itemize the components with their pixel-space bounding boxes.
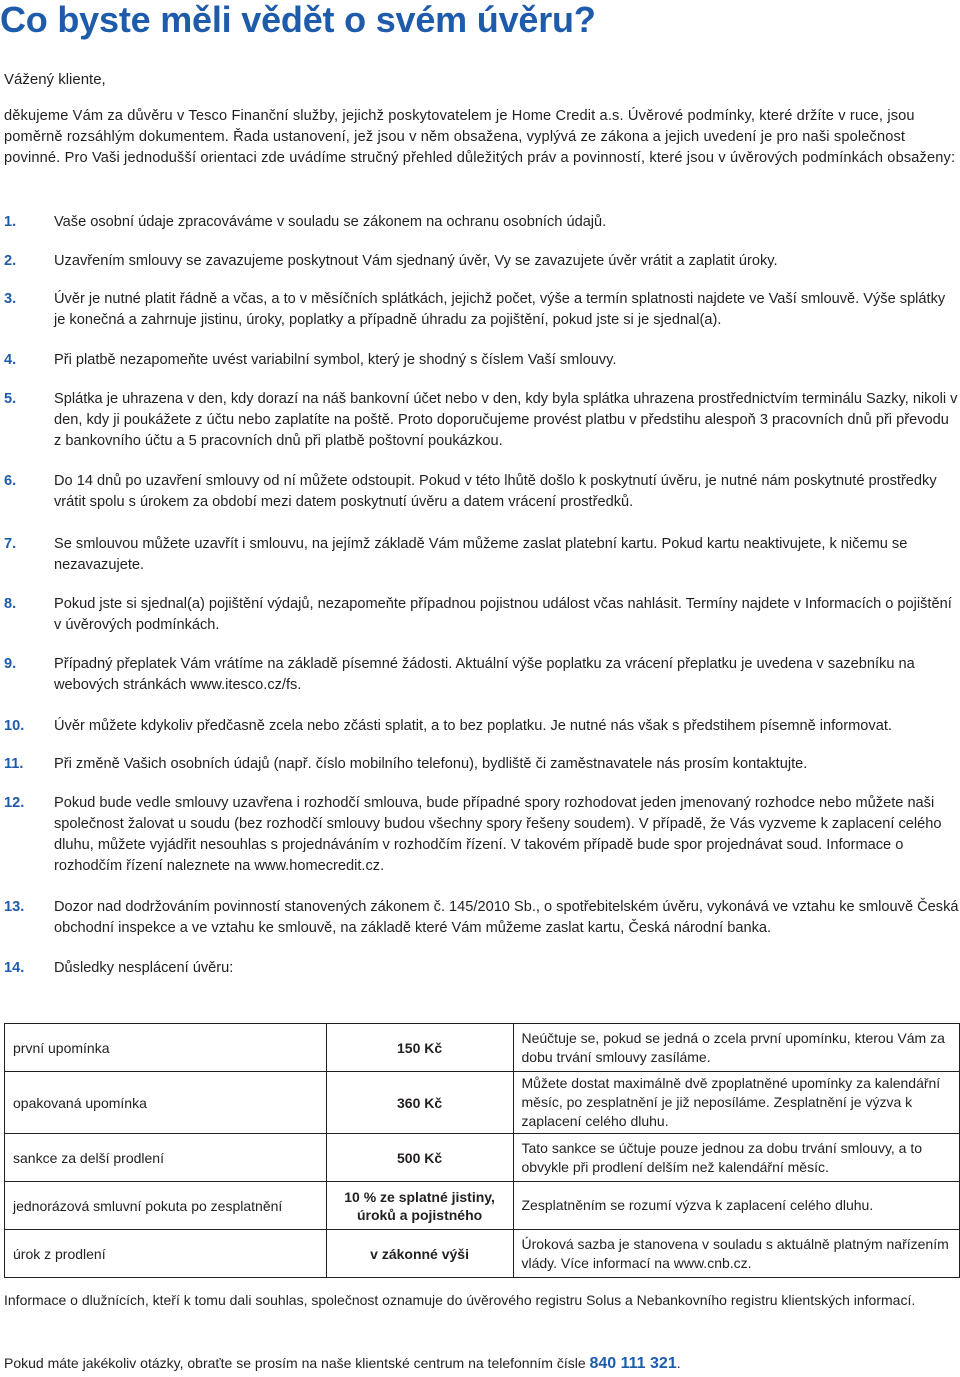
item-number: 11.	[4, 756, 24, 772]
table-row	[5, 1134, 960, 1182]
list-item	[4, 471, 960, 513]
list-item	[4, 289, 960, 331]
item-number: 1.	[4, 214, 17, 230]
item-text: Důsledky nesplácení úvěru:	[54, 960, 234, 976]
contact-end: .	[676, 1355, 681, 1371]
list-item	[4, 389, 960, 452]
item-text: Uzavřením smlouvy se zavazujeme poskytnout Vám sjednaný úvěr, Vy se zavazujete úvěr vrátit a zaplatit úroky.	[54, 253, 778, 269]
table-row	[5, 1230, 960, 1278]
intro-text: děkujeme Vám za důvěru v Tesco Finanční služby, jejichž poskytovatelem je Home Credit a.s. Úvěrové podmínky, které držíte v ruce, jsou poměrně rozsáhlým dokumentem. Řada ustanovení, jež jsou v něm obsažena, vyplývá ze zákona a jejich uvedení je pro naši společnost povinné. Pro Vaši jednodušší orientaci zde uvádíme stručný přehled důležitých práv a povinností, které jsou v úvěrových podmínkách obsaženy:	[4, 108, 956, 166]
list-item	[4, 897, 960, 939]
fee-label: první upomínka	[5, 1024, 327, 1072]
item-text: Do 14 dnů po uzavření smlouvy od ní můžete odstoupit. Pokud v této lhůtě došlo k poskytnutí úvěru, je nutné nám poskytnuté prostředky vrátit spolu s úrokem za období mezi datem poskytnutí úvěru a datem vrácení prostředků.	[54, 473, 937, 510]
item-text: Při změně Vašich osobních údajů (např. číslo mobilního telefonu), bydliště či zaměstnavatele nás prosím kontaktujte.	[54, 756, 808, 772]
item-number: 10.	[4, 718, 25, 734]
item-number: 6.	[4, 473, 17, 489]
contact-line	[4, 1353, 960, 1374]
item-text: Případný přeplatek Vám vrátíme na základě písemné žádosti. Aktuální výše poplatku za vrácení přeplatku je uvedena v sazebníku na webových stránkách www.itesco.cz/fs.	[54, 656, 915, 693]
item-number: 12.	[4, 795, 25, 811]
item-number: 13.	[4, 899, 25, 915]
fees-table	[4, 1023, 960, 1278]
fee-note: Úroková sazba je stanovena v souladu s aktuálně platným nařízením vlády. Více informací na www.cnb.cz.	[513, 1230, 960, 1278]
list-item	[4, 754, 960, 775]
intro-paragraph	[4, 106, 960, 169]
fee-note: Neúčtuje se, pokud se jedná o zcela první upomínku, kterou Vám za dobu trvání smlouvy zasíláme.	[513, 1024, 960, 1072]
fee-amount: 10 % ze splatné jistiny, úroků a pojistného	[326, 1182, 513, 1230]
item-number: 9.	[4, 656, 17, 672]
list-item	[4, 958, 960, 979]
table-row	[5, 1072, 960, 1134]
item-number: 4.	[4, 352, 17, 368]
page-title: Co byste měli vědět o svém úvěru?	[0, 0, 596, 40]
greeting: Vážený kliente,	[4, 71, 106, 88]
item-text: Úvěr můžete kdykoliv předčasně zcela nebo zčásti splatit, a to bez poplatku. Je nutné nás však s předstihem písemně informovat.	[54, 718, 892, 734]
contact-text: Pokud máte jakékoliv otázky, obraťte se prosím na naše klientské centrum na telefonním čísle	[4, 1355, 586, 1371]
item-text: Splátka je uhrazena v den, kdy dorazí na náš bankovní účet nebo v den, kdy byla splátka uhrazena prostřednictvím terminálu Sazky, nikoli v den, kdy ji poukážete z účtu nebo zaplatíte na poště. Proto doporučujeme provést platbu v předstihu alespoň 3 pracovních dnů při převodu z bankovního účtu a 5 pracovních dnů při platbě poštovní poukázkou.	[54, 391, 958, 449]
list-item	[4, 251, 960, 272]
fee-amount: v zákonné výši	[326, 1230, 513, 1278]
item-text: Se smlouvou můžete uzavřít i smlouvu, na jejímž základě Vám můžeme zaslat platební kartu. Pokud kartu neaktivujete, k ničemu se nezavazujete.	[54, 536, 908, 573]
fee-label: jednorázová smluvní pokuta po zesplatnění	[5, 1182, 327, 1230]
table-row	[5, 1024, 960, 1072]
list-item	[4, 212, 960, 233]
fee-note: Zesplatněním se rozumí výzva k zaplacení celého dluhu.	[513, 1182, 960, 1230]
fee-label: opakovaná upomínka	[5, 1072, 327, 1134]
item-text: Pokud jste si sjednal(a) pojištění výdajů, nezapomeňte případnou pojistnou událost včas nahlásit. Termíny najdete v Informacích o pojištění v úvěrových podmínkách.	[54, 596, 952, 633]
item-number: 3.	[4, 291, 17, 307]
item-text: Dozor nad dodržováním povinností stanovených zákonem č. 145/2010 Sb., o spotřebitelském úvěru, vykonává ve vztahu ke smlouvě Česká obchodní inspekce a ve vztahu ke smlouvě, na základě které Vám můžeme zaslat kartu, Česká národní banka.	[54, 899, 959, 936]
fee-note: Můžete dostat maximálně dvě zpoplatněné upomínky za kalendářní měsíc, po zesplatnění je již neposíláme. Zesplatnění je výzva k zaplacení celého dluhu.	[513, 1072, 960, 1134]
item-number: 7.	[4, 536, 17, 552]
item-number: 5.	[4, 391, 17, 407]
phone-number: 840 111 321	[589, 1355, 677, 1372]
item-text: Úvěr je nutné platit řádně a včas, a to v měsíčních splátkách, jejichž počet, výše a termín splatnosti najdete ve Vaší smlouvě. Výše splátky je konečná a zahrnuje jistinu, úroky, poplatky a případně úhradu za pojištění, pokud jste si je sjednal(a).	[54, 291, 946, 328]
fee-amount: 150 Kč	[326, 1024, 513, 1072]
fee-amount: 500 Kč	[326, 1134, 513, 1182]
item-text: Pokud bude vedle smlouvy uzavřena i rozhodčí smlouva, bude případné spory rozhodovat jeden jmenovaný rozhodce nebo můžete naši společnost žalovat u soudu (bez rozhodčí smlouvy budou všechny spory řešeny soudem). V případě, že Vás vyzveme k zaplacení celého dluhu, můžete vyjádřit nesouhlas s projednáváním v rozhodčím řízení. V takovém případě bude spor projednávat soud. Informace o rozhodčím řízení naleznete na www.homecredit.cz.	[54, 795, 942, 874]
list-item	[4, 654, 960, 696]
list-item	[4, 534, 960, 576]
item-number: 8.	[4, 596, 17, 612]
registry-info: Informace o dlužnících, kteří k tomu dali souhlas, společnost oznamuje do úvěrového registru Solus a Nebankovního registru klientských informací.	[4, 1292, 916, 1308]
item-text: Vaše osobní údaje zpracováváme v souladu se zákonem na ochranu osobních údajů.	[54, 214, 607, 230]
table-row	[5, 1182, 960, 1230]
fee-note: Tato sankce se účtuje pouze jednou za dobu trvání smlouvy, a to obvykle při prodlení delším než kalendářní měsíc.	[513, 1134, 960, 1182]
list-item	[4, 594, 960, 636]
item-number: 2.	[4, 253, 17, 269]
fee-label: úrok z prodlení	[5, 1230, 327, 1278]
item-number: 14.	[4, 960, 25, 976]
fee-amount: 360 Kč	[326, 1072, 513, 1134]
list-item	[4, 793, 960, 877]
list-item	[4, 350, 960, 371]
fee-label: sankce za delší prodlení	[5, 1134, 327, 1182]
item-text: Při platbě nezapomeňte uvést variabilní symbol, který je shodný s číslem Vaší smlouvy.	[54, 352, 617, 368]
list-item	[4, 716, 960, 737]
